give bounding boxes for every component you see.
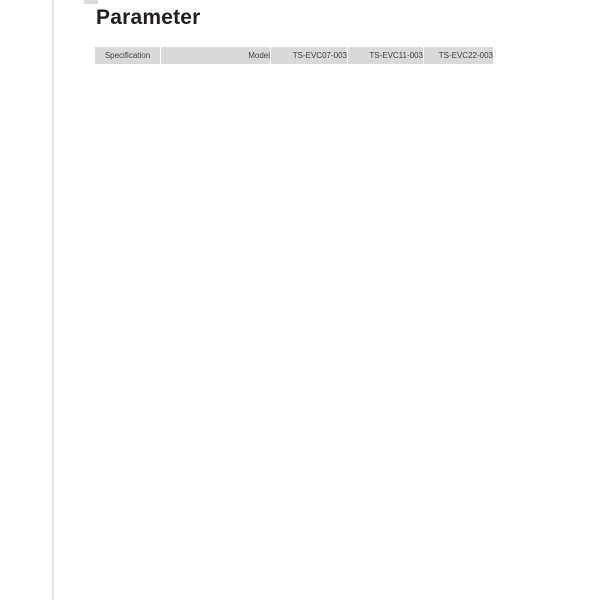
header-model-cell: Model — [160, 47, 270, 64]
page-title: Parameter — [96, 6, 201, 29]
page-margin-rule — [52, 0, 54, 600]
header-model-name-cell: TS-EVC07-003 — [270, 47, 347, 64]
header-model-name-cell: TS-EVC22-003 — [423, 47, 493, 64]
top-edge-artifact — [84, 0, 98, 4]
header-specification-cell: Specification — [95, 47, 160, 64]
spec-table-wrap — [95, 47, 493, 64]
header-model-name-cell: TS-EVC11-003 — [347, 47, 423, 64]
spec-table — [95, 47, 493, 64]
spec-table-body — [95, 47, 493, 64]
